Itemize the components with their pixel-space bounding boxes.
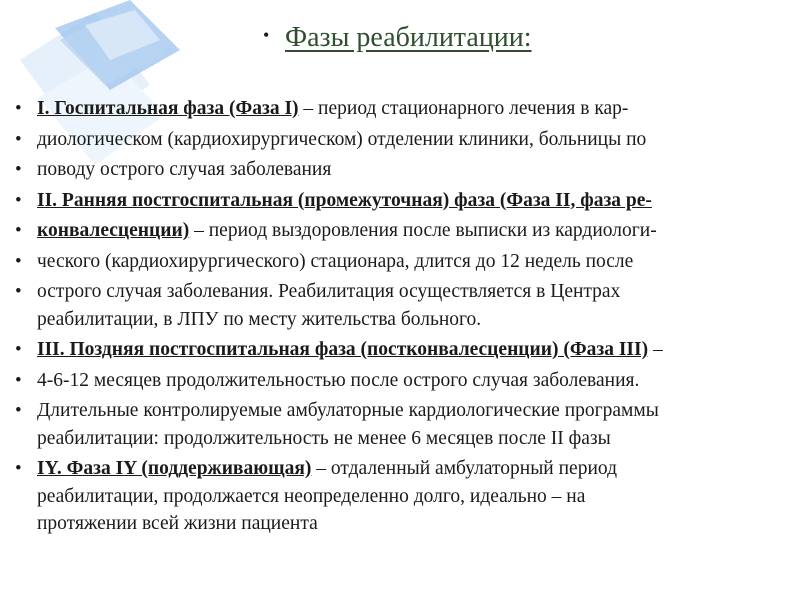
phase-description: ческого (кардиохирургического) стационара, длится до 12 недель после — [37, 250, 634, 272]
list-item — [10, 424, 795, 455]
list-item — [10, 216, 795, 247]
phase-description: диологическом (кардиохирургическом) отделении клиники, больницы по — [37, 128, 647, 150]
phase-description: поводу острого случая заболевания — [37, 159, 332, 180]
list-item — [10, 277, 795, 308]
phase-description: Длительные контролируемые амбулаторные кардиологические программы — [37, 400, 659, 421]
list-item — [10, 454, 795, 485]
phase-description: реабилитации, в ЛПУ по месту жительства больного. — [37, 308, 482, 330]
list-item — [10, 335, 795, 366]
phase-description: – — [648, 339, 663, 360]
phase-heading: III. Поздняя постгоспитальная фаза (постконвалесценции) (Фаза III) — [37, 339, 649, 360]
phase-description: реабилитации: продолжительность не менее 6 месяцев после II фазы — [37, 427, 611, 449]
phase-heading: конвалесценции) — [37, 220, 190, 241]
slide-title-text: Фазы реабилитации: — [285, 22, 532, 53]
phase-heading: IY. Фаза IY (поддерживающая) — [37, 458, 312, 479]
list-item — [10, 482, 795, 513]
list-item — [10, 396, 795, 427]
phase-description: – отдаленный амбулаторный период — [311, 458, 617, 479]
list-item — [10, 366, 795, 397]
slide-title — [263, 22, 532, 54]
list-item — [10, 305, 795, 336]
list-item — [10, 247, 795, 278]
phase-heading: II. Ранняя постгоспитальная (промежуточная) фаза (Фаза II, фаза ре- — [37, 189, 652, 211]
phase-heading: I. Госпитальная фаза (Фаза I) — [37, 98, 299, 119]
phase-description: 4-6-12 месяцев продолжительностью после острого случая заболевания. — [37, 369, 640, 391]
phase-description: – период выздоровления после выписки из кардиологи- — [189, 220, 657, 241]
phase-description: протяжении всей жизни пациента — [37, 513, 318, 534]
list-item — [10, 509, 795, 540]
phase-description: – период стационарного лечения в кар- — [298, 98, 629, 119]
phases-list — [10, 94, 795, 540]
list-item — [10, 94, 795, 125]
list-item — [10, 125, 795, 156]
phase-description: реабилитации, продолжается неопределенно долго, идеально – на — [37, 485, 586, 507]
phase-description: острого случая заболевания. Реабилитация осуществляется в Центрах — [37, 281, 621, 302]
list-item — [10, 155, 795, 186]
bullet-icon: • — [263, 25, 270, 45]
list-item — [10, 186, 795, 217]
